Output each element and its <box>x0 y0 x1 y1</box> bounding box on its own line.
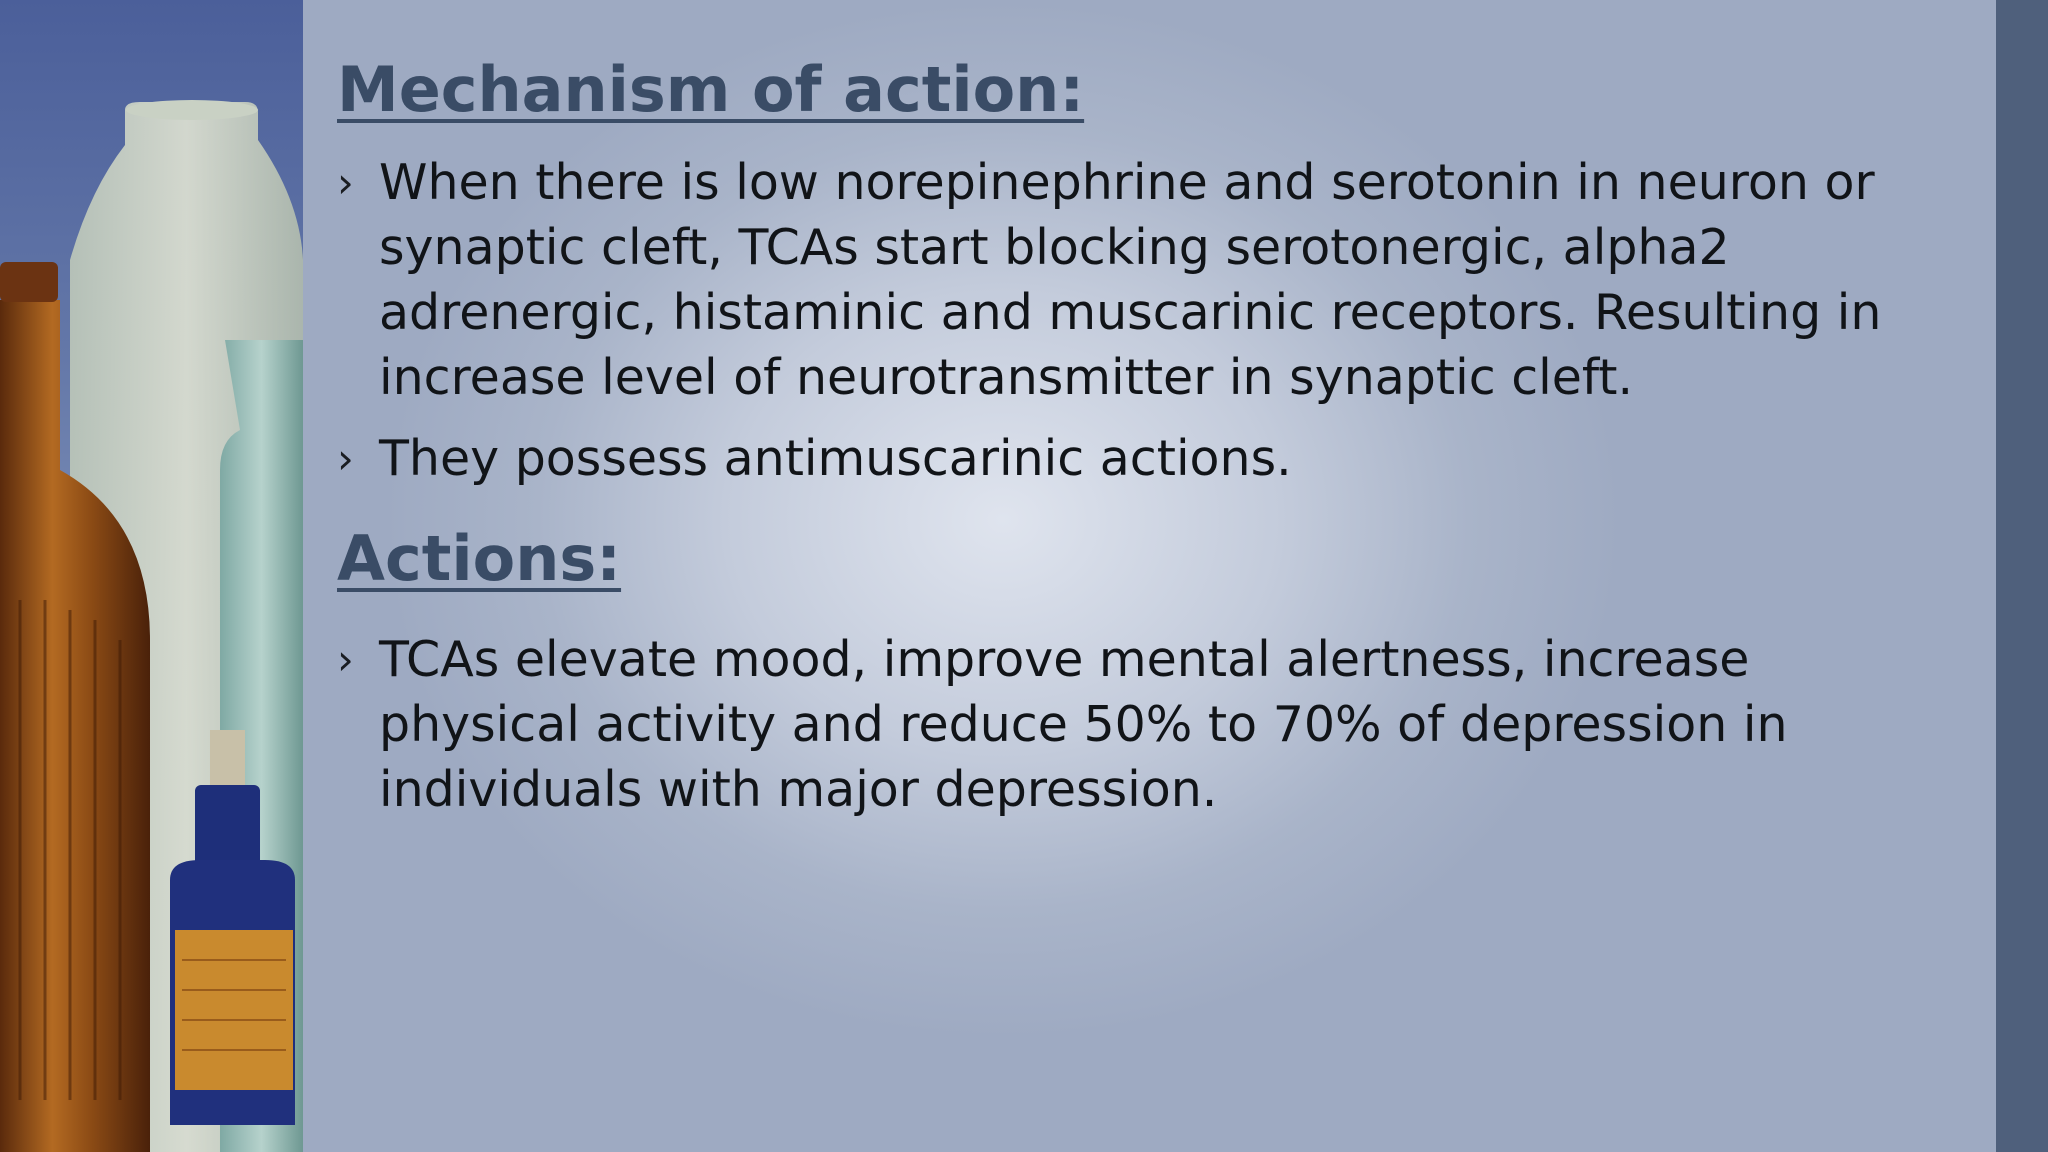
bullet-chevron-icon: › <box>337 158 354 207</box>
actions-bullet-list <box>337 627 1957 822</box>
bullet-text: TCAs elevate mood, improve mental alertness, increase physical activity and reduce 50% to 70% of depression in individuals with major depression. <box>379 631 1788 818</box>
bullet-text: They possess antimuscarinic actions. <box>379 430 1292 487</box>
mechanism-bullet-list <box>337 150 1957 491</box>
bullet-text: When there is low norepinephrine and serotonin in neuron or synaptic cleft, TCAs start blocking serotonergic, alpha2 adrenergic, histaminic and muscarinic receptors. Resulting in increase level of neurotransmitter in synaptic cleft. <box>379 154 1882 406</box>
bullet-item <box>337 627 1957 822</box>
bullet-item <box>337 150 1957 410</box>
right-accent-bar <box>1996 0 2048 1152</box>
bullet-chevron-icon: › <box>337 635 354 684</box>
slide-content-area <box>303 0 1996 1152</box>
text-content <box>337 48 1957 822</box>
heading-actions: Actions: <box>337 522 622 595</box>
heading-mechanism-of-action: Mechanism of action: <box>337 53 1085 126</box>
medicine-bottles-image <box>0 0 303 1152</box>
bullet-chevron-icon: › <box>337 434 354 483</box>
bullet-item <box>337 426 1957 491</box>
